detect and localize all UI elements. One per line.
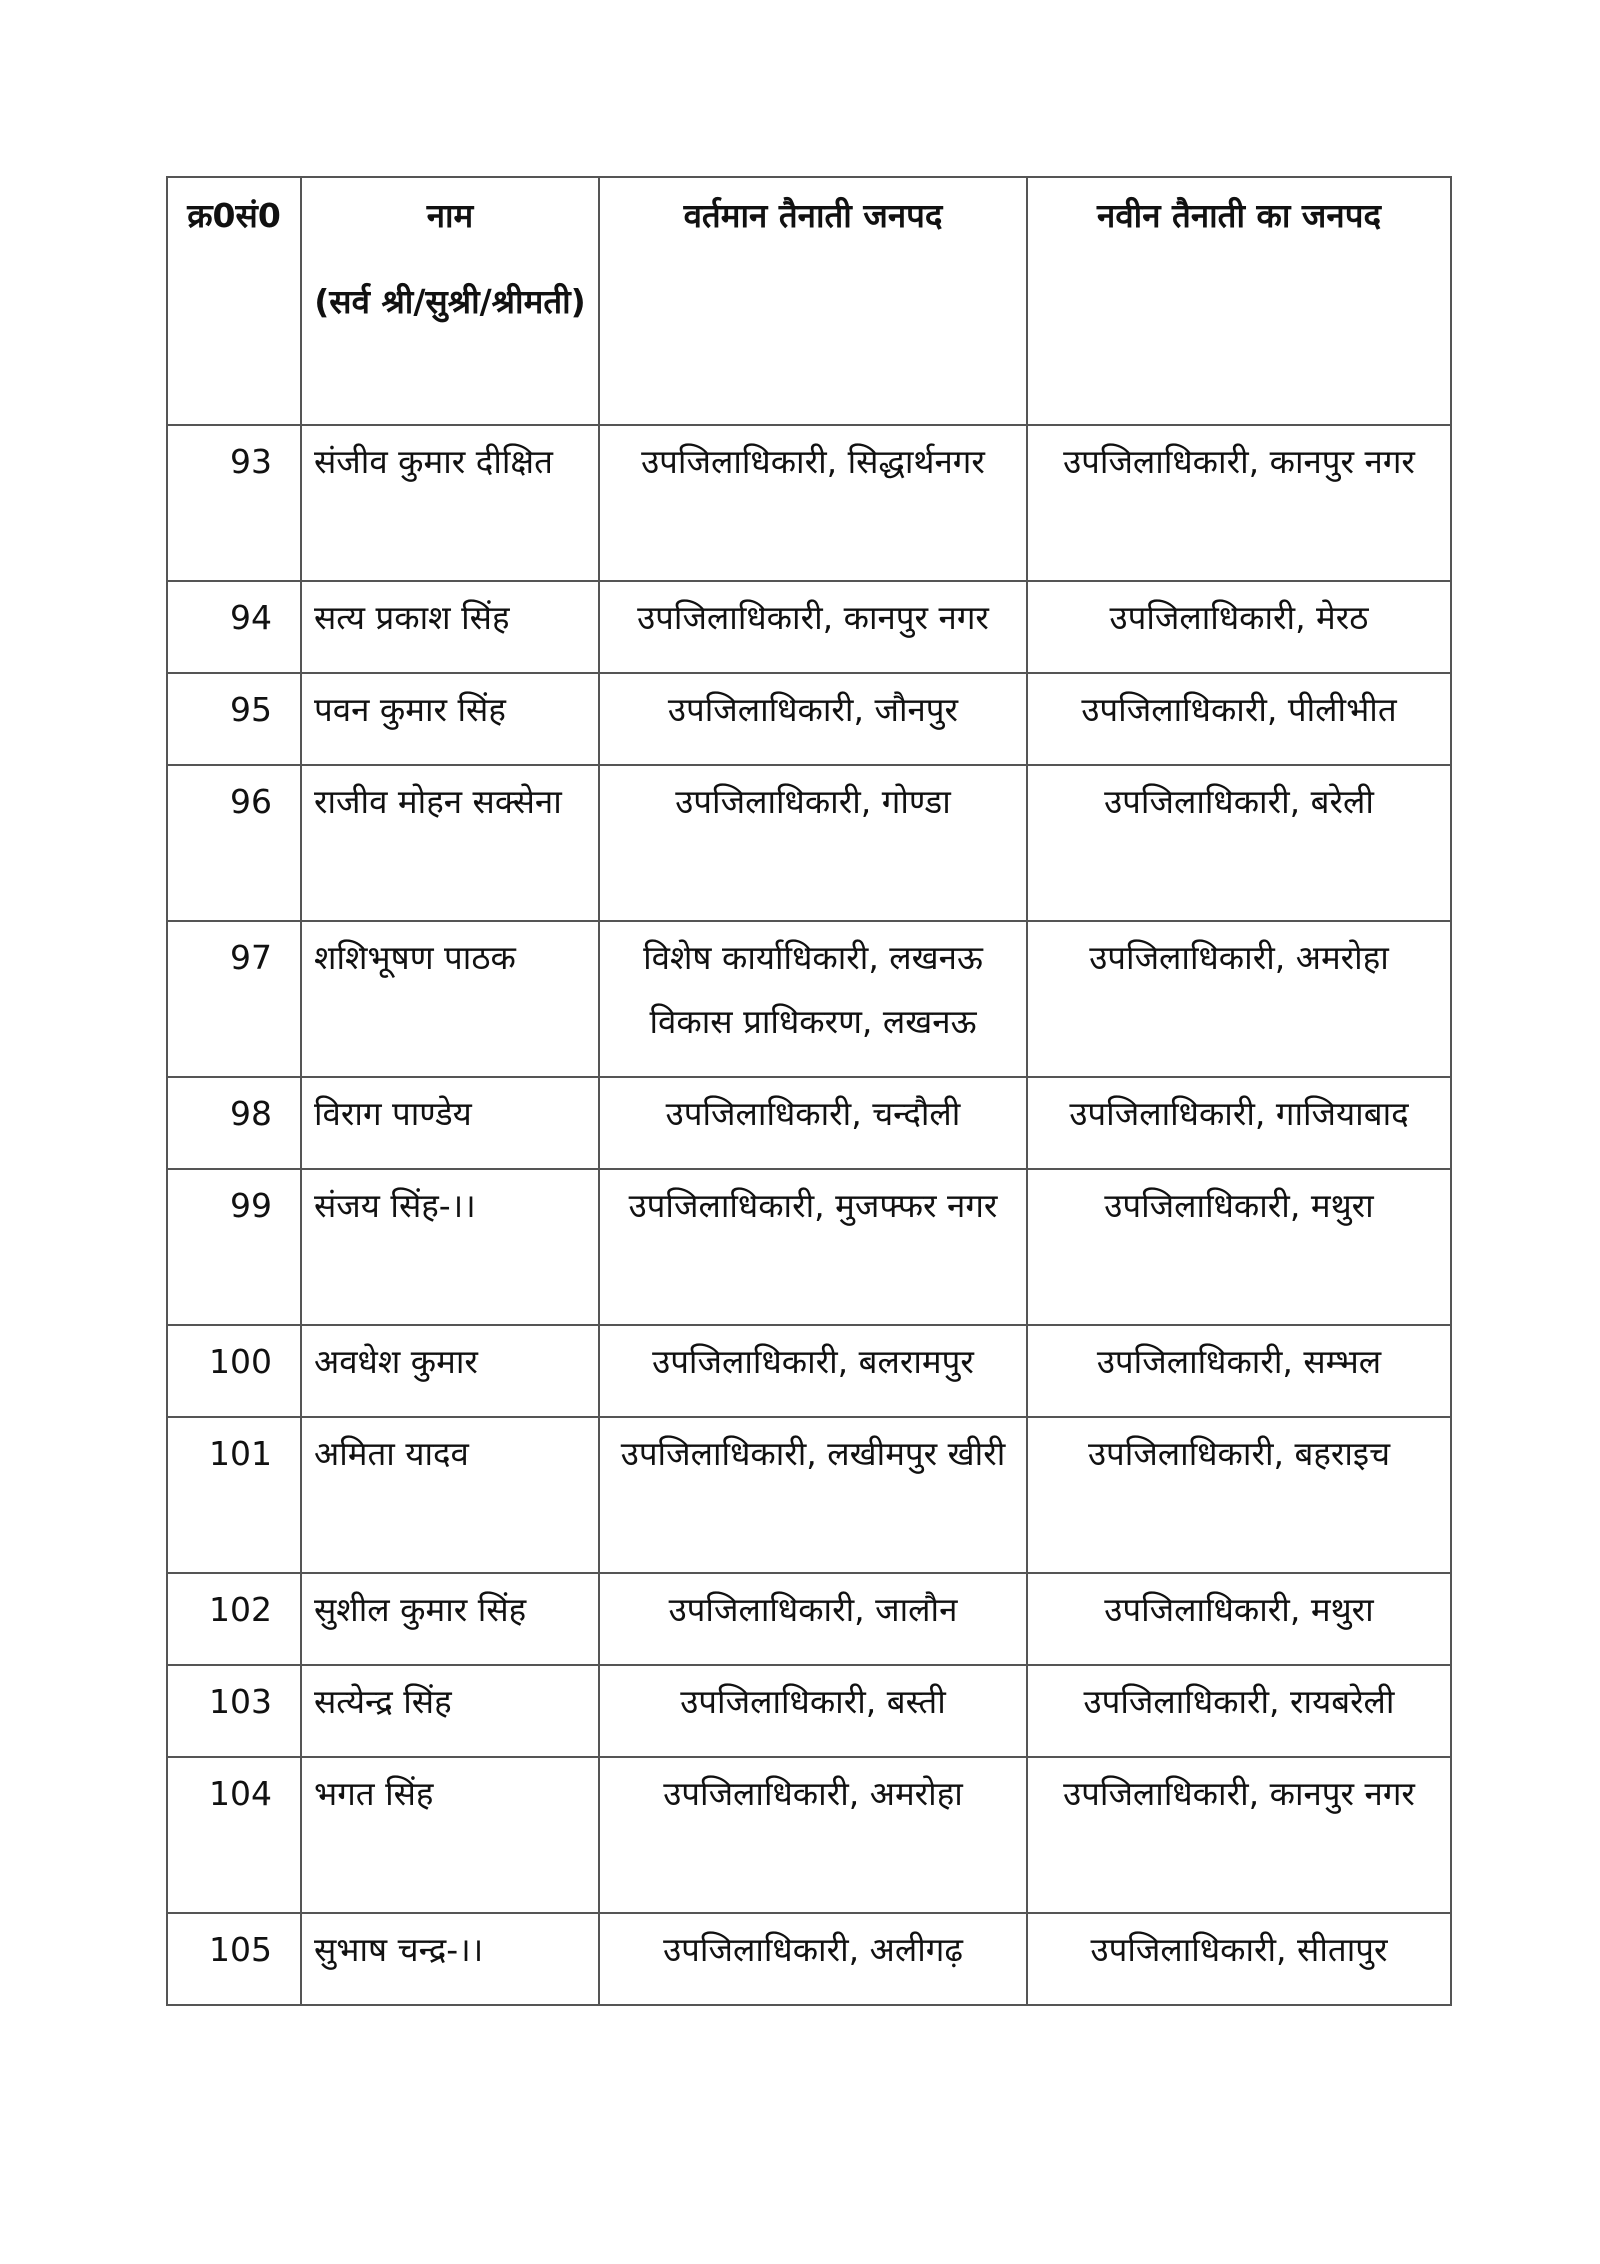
cell-new-posting: उपजिलाधिकारी, पीलीभीत <box>1027 673 1451 765</box>
cell-current-posting: उपजिलाधिकारी, सिद्धार्थनगर <box>599 425 1027 581</box>
cell-serial: 96 <box>167 765 301 921</box>
cell-name: संजीव कुमार दीक्षित <box>301 425 599 581</box>
cell-serial: 95 <box>167 673 301 765</box>
cell-new-posting: उपजिलाधिकारी, रायबरेली <box>1027 1665 1451 1757</box>
cell-new-posting: उपजिलाधिकारी, अमरोहा <box>1027 921 1451 1077</box>
cell-name: विराग पाण्डेय <box>301 1077 599 1169</box>
cell-current-posting: विशेष कार्याधिकारी, लखनऊ विकास प्राधिकरण, लखनऊ <box>599 921 1027 1077</box>
header-new-label: नवीन तैनाती का जनपद <box>1097 196 1381 235</box>
table-row <box>167 765 1451 921</box>
table-row <box>167 1077 1451 1169</box>
table-row <box>167 921 1451 1077</box>
cell-name: राजीव मोहन सक्सेना <box>301 765 599 921</box>
cell-new-posting: उपजिलाधिकारी, कानपुर नगर <box>1027 425 1451 581</box>
cell-current-posting: उपजिलाधिकारी, बस्ती <box>599 1665 1027 1757</box>
cell-current-posting: उपजिलाधिकारी, अमरोहा <box>599 1757 1027 1913</box>
cell-serial: 104 <box>167 1757 301 1913</box>
cell-current-posting: उपजिलाधिकारी, चन्दौली <box>599 1077 1027 1169</box>
cell-new-posting: उपजिलाधिकारी, मेरठ <box>1027 581 1451 673</box>
cell-new-posting: उपजिलाधिकारी, गाजियाबाद <box>1027 1077 1451 1169</box>
header-name-label: नाम <box>426 196 474 235</box>
cell-current-posting: उपजिलाधिकारी, अलीगढ़ <box>599 1913 1027 2005</box>
cell-current-posting: उपजिलाधिकारी, लखीमपुर खीरी <box>599 1417 1027 1573</box>
cell-new-posting: उपजिलाधिकारी, बहराइच <box>1027 1417 1451 1573</box>
table-row <box>167 1169 1451 1325</box>
cell-name: शशिभूषण पाठक <box>301 921 599 1077</box>
cell-current-posting: उपजिलाधिकारी, जालौन <box>599 1573 1027 1665</box>
table-row <box>167 673 1451 765</box>
table-row <box>167 1757 1451 1913</box>
header-serial-number <box>167 177 301 425</box>
cell-name: सुशील कुमार सिंह <box>301 1573 599 1665</box>
cell-new-posting: उपजिलाधिकारी, सम्भल <box>1027 1325 1451 1417</box>
cell-serial: 100 <box>167 1325 301 1417</box>
table-row <box>167 581 1451 673</box>
cell-current-posting: उपजिलाधिकारी, गोण्डा <box>599 765 1027 921</box>
header-name <box>301 177 599 425</box>
cell-name: पवन कुमार सिंह <box>301 673 599 765</box>
cell-name: भगत सिंह <box>301 1757 599 1913</box>
header-new-posting <box>1027 177 1451 425</box>
cell-current-posting: उपजिलाधिकारी, जौनपुर <box>599 673 1027 765</box>
cell-serial: 94 <box>167 581 301 673</box>
table-row <box>167 1573 1451 1665</box>
cell-current-posting: उपजिलाधिकारी, कानपुर नगर <box>599 581 1027 673</box>
header-current-label: वर्तमान तैनाती जनपद <box>683 196 943 235</box>
cell-name: सुभाष चन्द्र-।। <box>301 1913 599 2005</box>
cell-serial: 97 <box>167 921 301 1077</box>
cell-new-posting: उपजिलाधिकारी, सीतापुर <box>1027 1913 1451 2005</box>
cell-serial: 101 <box>167 1417 301 1573</box>
cell-serial: 93 <box>167 425 301 581</box>
header-name-subtitle: (सर्व श्री/सुश्री/श्रीमती) <box>314 282 586 321</box>
header-current-posting <box>599 177 1027 425</box>
header-serial-label: क्र0सं0 <box>187 196 281 235</box>
table-row <box>167 1325 1451 1417</box>
cell-name: संजय सिंह-।। <box>301 1169 599 1325</box>
cell-serial: 99 <box>167 1169 301 1325</box>
table-row <box>167 1417 1451 1573</box>
cell-serial: 103 <box>167 1665 301 1757</box>
cell-current-posting: उपजिलाधिकारी, बलरामपुर <box>599 1325 1027 1417</box>
table-row <box>167 1665 1451 1757</box>
cell-new-posting: उपजिलाधिकारी, मथुरा <box>1027 1573 1451 1665</box>
cell-serial: 102 <box>167 1573 301 1665</box>
cell-new-posting: उपजिलाधिकारी, कानपुर नगर <box>1027 1757 1451 1913</box>
table-header-row <box>167 177 1451 425</box>
table-row <box>167 425 1451 581</box>
table-row <box>167 1913 1451 2005</box>
cell-name: सत्येन्द्र सिंह <box>301 1665 599 1757</box>
cell-new-posting: उपजिलाधिकारी, मथुरा <box>1027 1169 1451 1325</box>
cell-serial: 105 <box>167 1913 301 2005</box>
cell-serial: 98 <box>167 1077 301 1169</box>
cell-name: अवधेश कुमार <box>301 1325 599 1417</box>
cell-new-posting: उपजिलाधिकारी, बरेली <box>1027 765 1451 921</box>
cell-name: अमिता यादव <box>301 1417 599 1573</box>
transfer-table <box>166 176 1452 2006</box>
cell-name: सत्य प्रकाश सिंह <box>301 581 599 673</box>
cell-current-posting: उपजिलाधिकारी, मुजफ्फर नगर <box>599 1169 1027 1325</box>
